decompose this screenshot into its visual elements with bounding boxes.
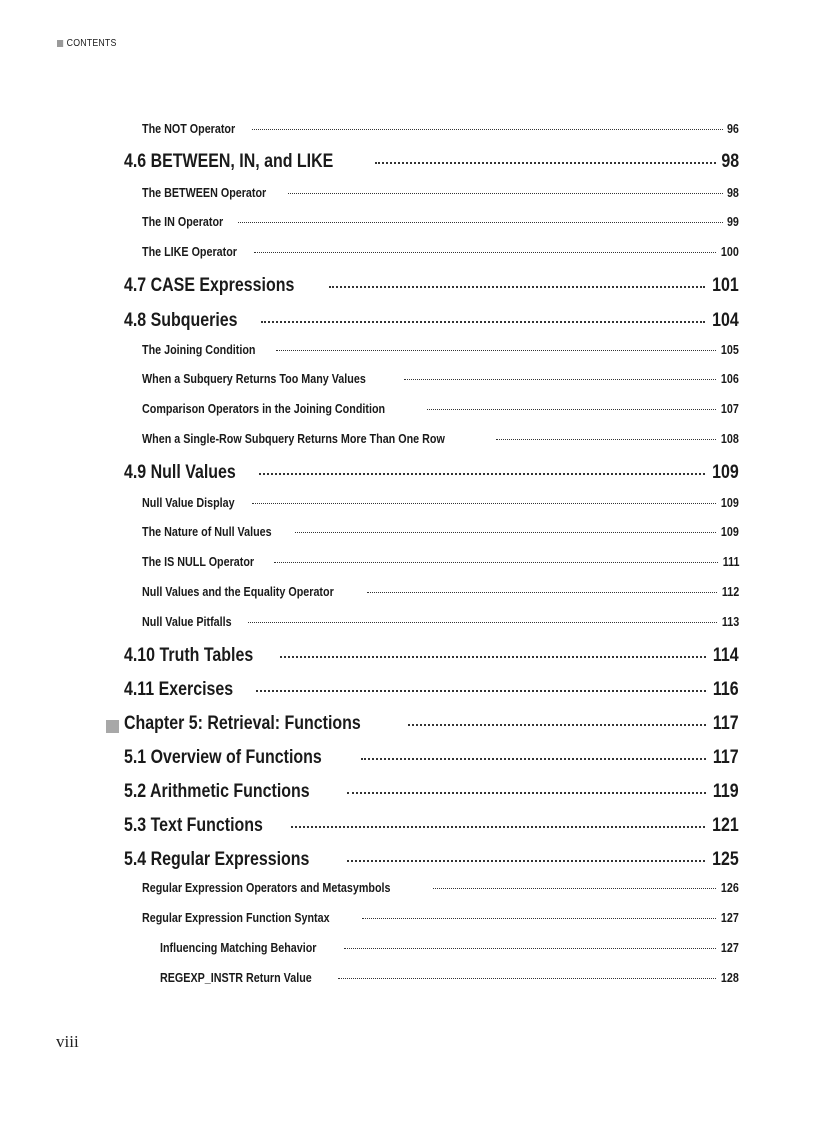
toc-entry[interactable] (142, 215, 739, 233)
dot-leader (329, 286, 706, 288)
dot-leader (347, 860, 706, 862)
dot-leader (496, 439, 716, 440)
toc-entry-title: When a Subquery Returns Too Many Values (142, 372, 366, 386)
toc-entry-title: Influencing Matching Behavior (160, 941, 317, 955)
dot-leader (291, 826, 705, 828)
toc-entry-title: The LIKE Operator (142, 245, 237, 259)
toc-entry[interactable] (142, 402, 739, 420)
toc-entry-page: 111 (722, 555, 739, 569)
toc-entry-page: 109 (712, 462, 739, 483)
toc-entry-page: 121 (712, 815, 739, 836)
toc-entry-title: 4.9 Null Values (124, 462, 236, 483)
dot-leader (238, 222, 723, 223)
dot-leader (280, 656, 707, 658)
toc-entry[interactable] (124, 310, 739, 336)
dot-leader (404, 379, 716, 380)
dot-leader (252, 503, 716, 504)
toc-entry-title: 4.11 Exercises (124, 679, 234, 700)
toc-entry-page: 128 (721, 971, 739, 985)
toc-entry[interactable] (124, 645, 739, 671)
dot-leader (375, 162, 716, 164)
toc-entry-page: 113 (721, 615, 739, 629)
dot-leader (408, 724, 706, 726)
toc-entry-title: Comparison Operators in the Joining Condition (142, 402, 386, 416)
toc-entry[interactable] (142, 245, 739, 263)
toc-chapter-entry[interactable] (106, 713, 739, 739)
toc-entry-title: Null Value Pitfalls (142, 615, 232, 629)
dot-leader (347, 792, 706, 794)
toc-entry[interactable] (124, 815, 739, 841)
toc-entry[interactable] (142, 615, 739, 633)
toc-entry-title: The IN Operator (142, 215, 224, 229)
toc-entry[interactable] (142, 585, 739, 603)
toc-entry-page: 112 (721, 585, 739, 599)
toc-entry-page: 98 (721, 151, 739, 172)
toc-entry[interactable] (124, 151, 739, 177)
dot-leader (256, 690, 706, 692)
toc-entry-title: 4.10 Truth Tables (124, 645, 254, 666)
toc-entry[interactable] (160, 971, 739, 989)
toc-entry-page: 98 (727, 186, 739, 200)
running-head (57, 38, 116, 49)
toc-entry-title: The BETWEEN Operator (142, 186, 267, 200)
toc-entry-page: 108 (721, 432, 739, 446)
toc-entry[interactable] (124, 747, 739, 773)
toc-entry[interactable] (142, 432, 739, 450)
toc-entry-title: 5.4 Regular Expressions (124, 849, 310, 870)
toc-entry[interactable] (142, 555, 739, 573)
dot-leader (276, 350, 716, 351)
toc-entry-page: 117 (713, 747, 739, 768)
toc-entry-title: Regular Expression Operators and Metasymbols (142, 881, 391, 895)
dot-leader (361, 758, 706, 760)
running-head-text: CONTENTS (66, 38, 117, 49)
dot-leader (254, 252, 716, 253)
toc-entry[interactable] (124, 275, 739, 301)
page-number: viii (56, 1032, 79, 1051)
toc-entry-title: 4.7 CASE Expressions (124, 275, 295, 296)
toc-entry[interactable] (142, 911, 739, 929)
toc-entry-page: 126 (721, 881, 739, 895)
toc-entry-title: The Nature of Null Values (142, 525, 272, 539)
toc-entry[interactable] (160, 941, 739, 959)
toc-entry-title: The NOT Operator (142, 122, 236, 136)
toc-entry[interactable] (142, 496, 739, 514)
dot-leader (261, 321, 705, 323)
toc-entry-title: Regular Expression Function Syntax (142, 911, 330, 925)
toc-entry[interactable] (142, 372, 739, 390)
toc-entry-title: 4.6 BETWEEN, IN, and LIKE (124, 151, 334, 172)
toc-entry[interactable] (124, 849, 739, 875)
toc-entry-title: The IS NULL Operator (142, 555, 255, 569)
toc-entry-page: 127 (721, 911, 739, 925)
toc-entry-page: 127 (721, 941, 739, 955)
toc-entry[interactable] (142, 122, 739, 140)
toc-entry-page: 109 (721, 525, 739, 539)
toc-entry-page: 99 (727, 215, 739, 229)
toc-entry[interactable] (124, 781, 739, 807)
toc-entry-page: 114 (713, 645, 739, 666)
toc-entry[interactable] (124, 679, 739, 705)
toc-entry-page: 104 (712, 310, 739, 331)
toc-entry-title: 5.3 Text Functions (124, 815, 263, 836)
toc-entry-title: 5.2 Arithmetic Functions (124, 781, 310, 802)
toc-entry-page: 105 (721, 343, 739, 357)
dot-leader (344, 948, 716, 949)
dot-leader (274, 562, 717, 563)
toc-entry[interactable] (142, 881, 739, 899)
toc-entry-page: 101 (712, 275, 739, 296)
dot-leader (362, 918, 716, 919)
toc-entry-title: Null Value Display (142, 496, 235, 510)
toc-entry[interactable] (124, 462, 739, 488)
dot-leader (427, 409, 716, 410)
square-bullet-icon (57, 40, 63, 47)
toc-entry-title: 4.8 Subqueries (124, 310, 238, 331)
toc-entry-title: When a Single-Row Subquery Returns More Than One Row (142, 432, 445, 446)
toc-entry-page: 116 (713, 679, 739, 700)
toc-entry-title: Null Values and the Equality Operator (142, 585, 334, 599)
toc-entry-page: 125 (712, 849, 739, 870)
toc-entry-title: 5.1 Overview of Functions (124, 747, 322, 768)
toc-entry-page: 117 (713, 713, 739, 734)
dot-leader (367, 592, 717, 593)
dot-leader (259, 473, 705, 475)
toc-entry-title: REGEXP_INSTR Return Value (160, 971, 312, 985)
dot-leader (338, 978, 716, 979)
dot-leader (288, 193, 723, 194)
toc-entry-title: The Joining Condition (142, 343, 256, 357)
toc-entry[interactable] (142, 186, 739, 204)
toc-entry-page: 96 (727, 122, 739, 136)
toc-entry-page: 100 (721, 245, 739, 259)
dot-leader (248, 622, 717, 623)
dot-leader (295, 532, 716, 533)
toc-entry[interactable] (142, 343, 739, 361)
toc-entry-page: 106 (721, 372, 739, 386)
toc-entry-page: 109 (721, 496, 739, 510)
dot-leader (252, 129, 723, 130)
chapter-marker-icon (106, 720, 119, 733)
dot-leader (433, 888, 716, 889)
toc-entry-title: Chapter 5: Retrieval: Functions (124, 713, 361, 734)
toc-entry-page: 119 (713, 781, 739, 802)
toc-entry-page: 107 (721, 402, 739, 416)
toc-entry[interactable] (142, 525, 739, 543)
